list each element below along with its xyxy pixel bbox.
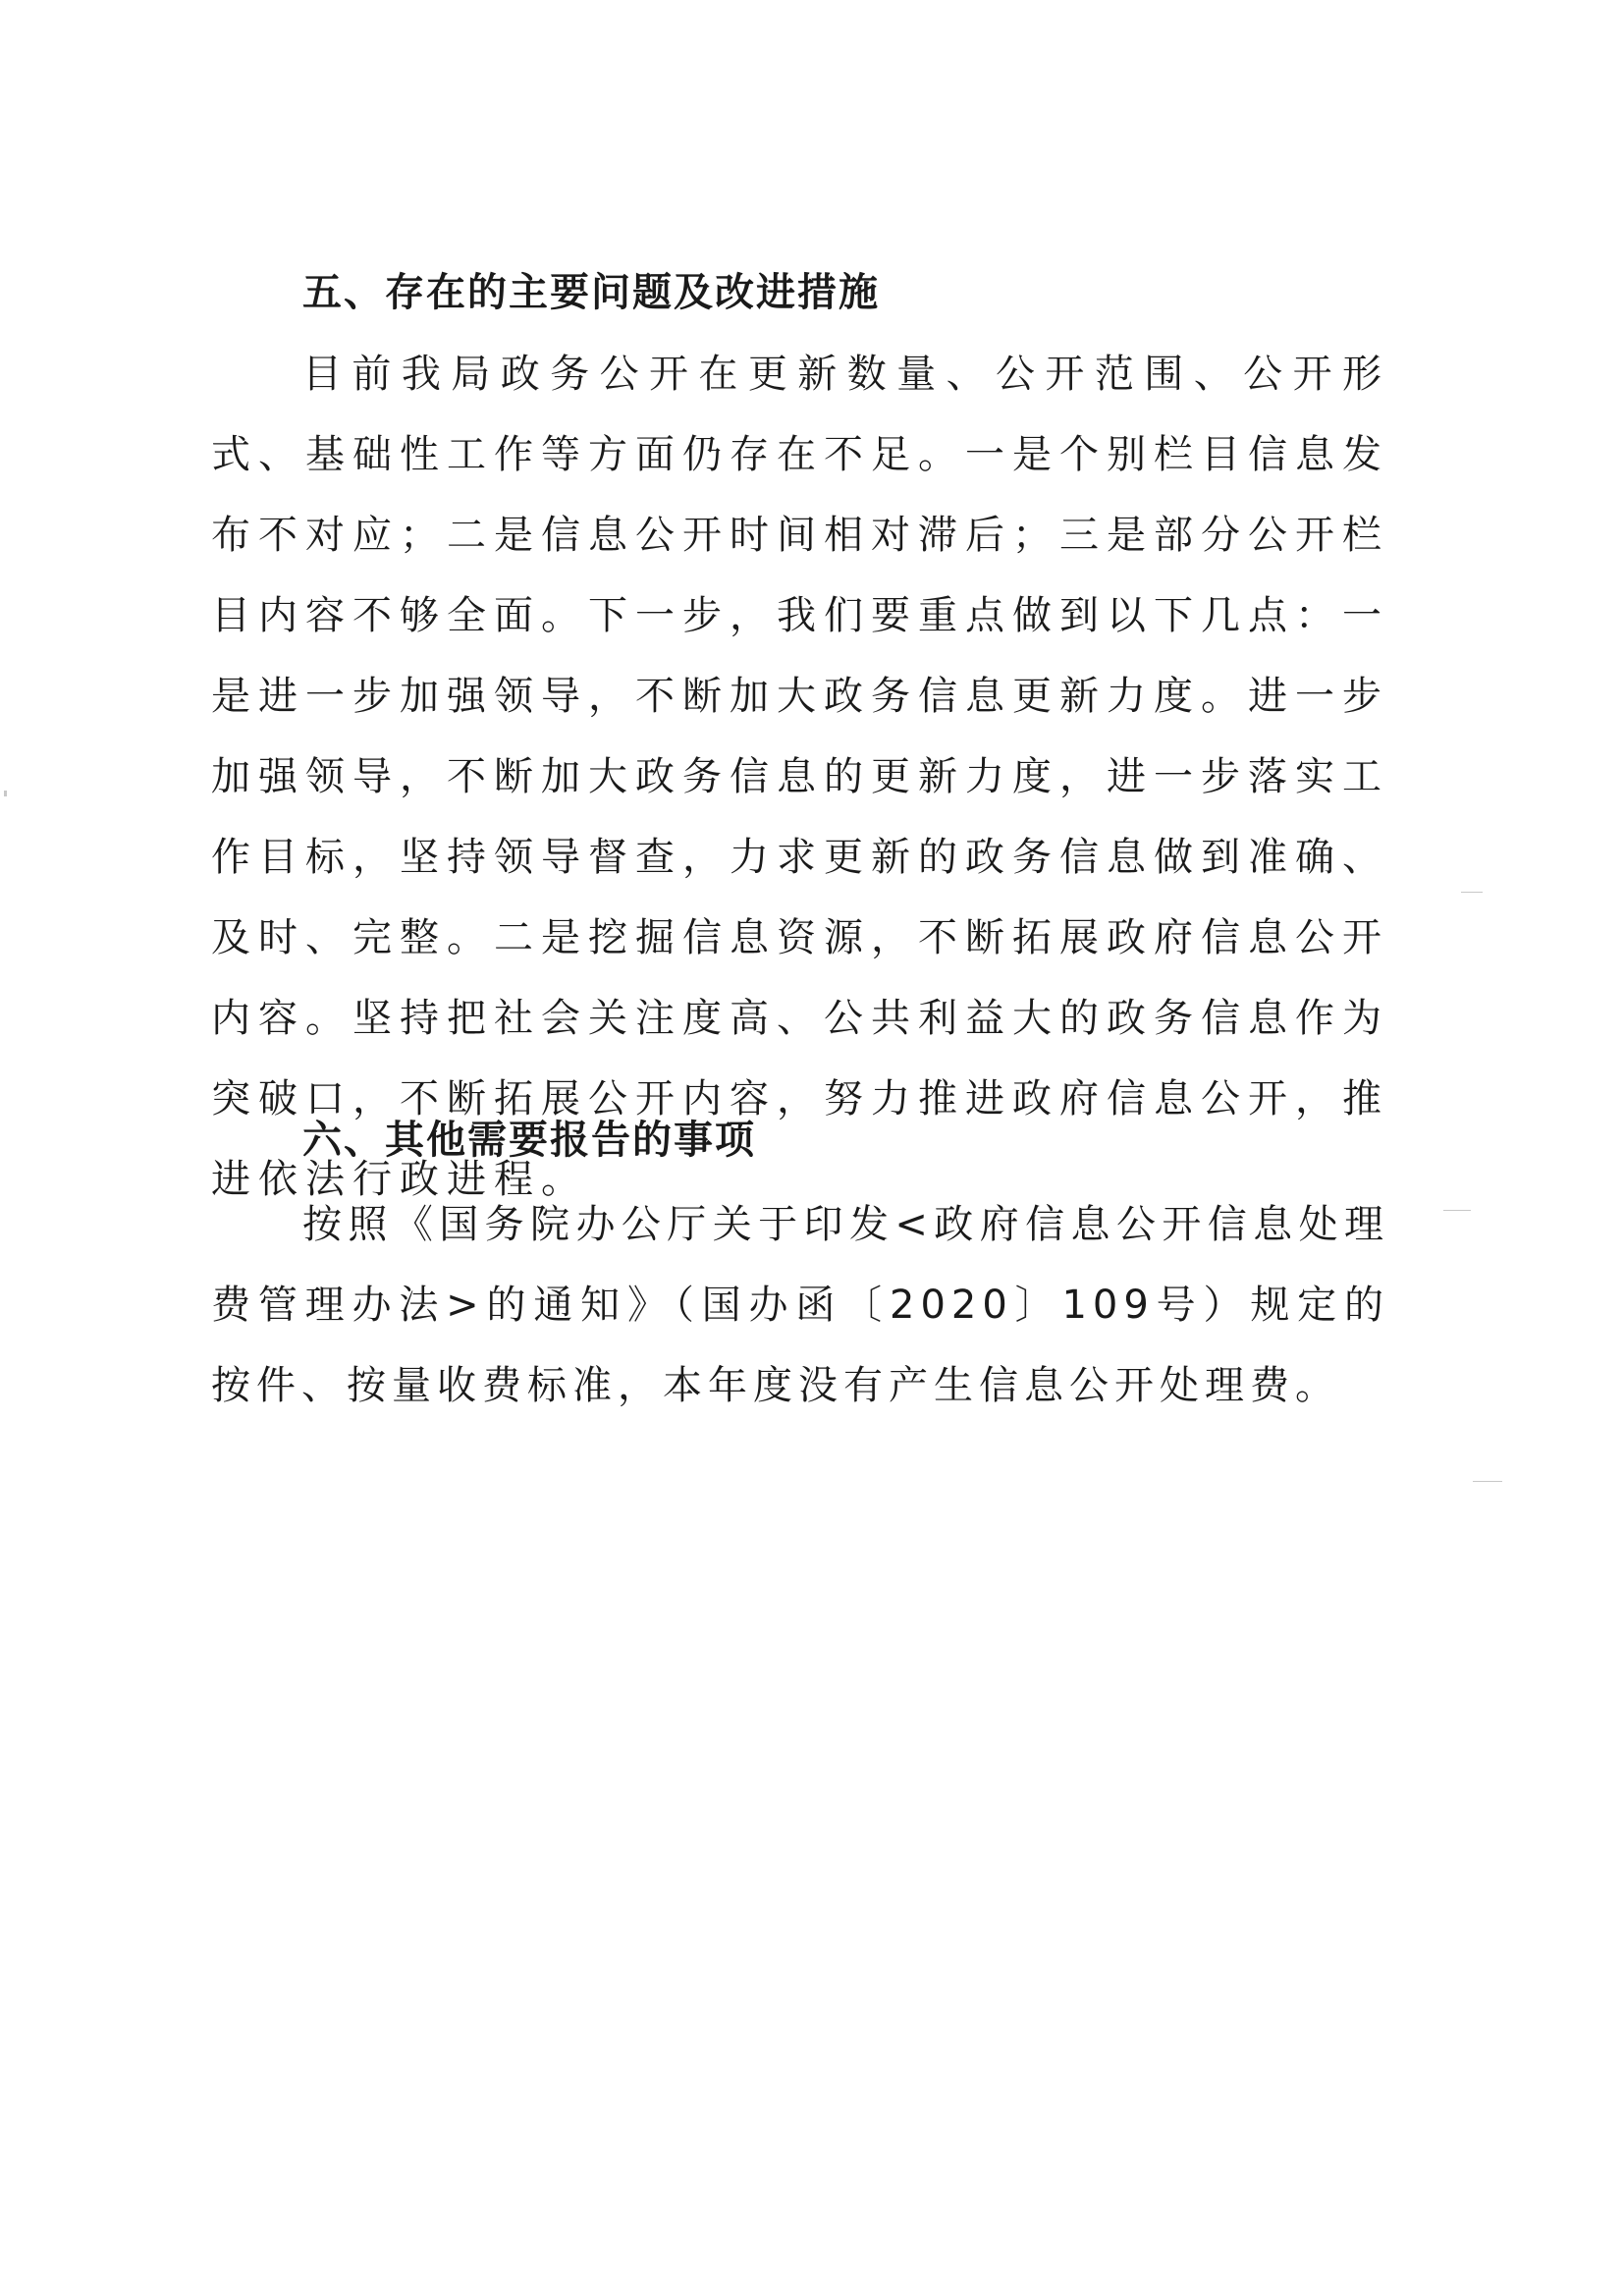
section-paragraph-problems-and-measures: 目前我局政务公开在更新数量、公开范围、公开形式、基础性工作等方面仍存在不足。一是个别栏目信息发布不对应；二是信息公开时间相对滞后；三是部分公开栏目内容不够全面。下一步，我们要重点做到以下几点：一是进一步加强领导，不断加大政务信息更新力度。进一步加强领导，不断加大政务信息的更新力度，进一步落实工作目标，坚持领导督查，力求更新的政务信息做到准确、及时、完整。二是挖掘信息资源，不断拓展政府信息公开内容。坚持把社会关注度高、公共利益大的政务信息作为突破口，不断拓展公开内容，努力推进政府信息公开，推进依法行政进程。: [211, 352, 1389, 1202]
scan-artifact: [4, 791, 7, 796]
section-heading-problems-and-measures: 五、存在的主要问题及改进措施: [302, 270, 880, 315]
section-heading-other-matters: 六、其他需要报告的事项: [302, 1118, 756, 1163]
section-paragraph-other-matters: 按照《国务院办公厅关于印发<政府信息公开信息处理费管理办法>的通知》（国办函〔2020〕109号）规定的按件、按量收费标准，本年度没有产生信息公开处理费。: [211, 1202, 1389, 1408]
scan-artifact: [1461, 892, 1483, 893]
scan-artifact: [1443, 1210, 1471, 1211]
scan-artifact: [1473, 1481, 1502, 1482]
